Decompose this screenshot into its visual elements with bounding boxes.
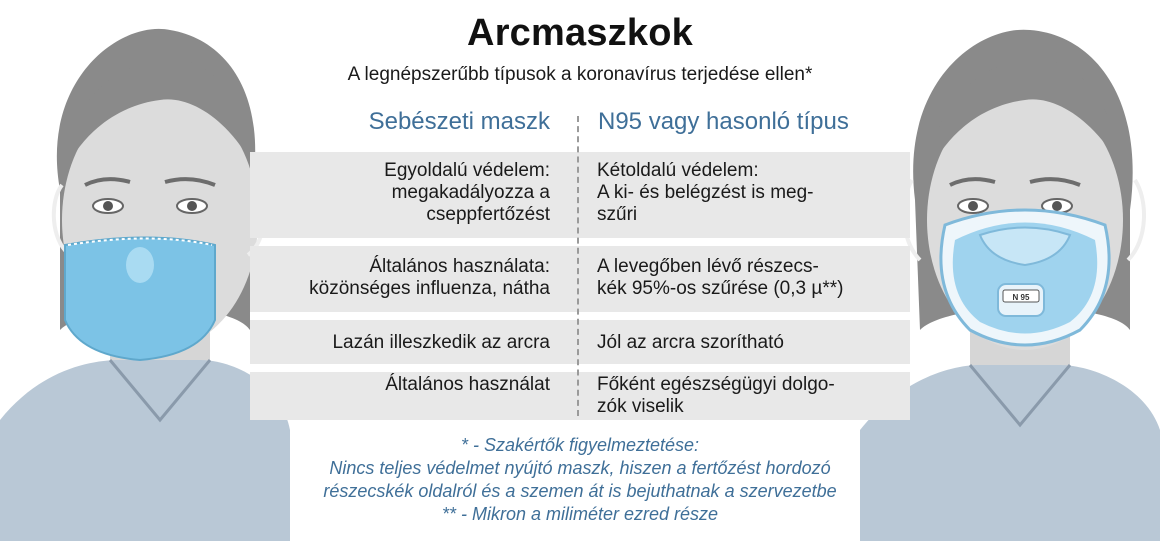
row-4-n95 [597, 374, 897, 418]
page-title: Arcmaszkok [467, 12, 693, 54]
footnote-line: Nincs teljes védelmet nyújtó maszk, hiszen a fertőzést hordozó [329, 458, 831, 478]
row-3-n95 [597, 332, 897, 354]
column-title-surgical: Sebészeti maszk [368, 108, 550, 135]
column-divider [577, 116, 579, 416]
cell-line: zók viselik [597, 396, 684, 417]
footnote-line: részecskék oldalról és a szemen át is bejuthatnak a szervezetbe [323, 481, 837, 501]
mask-label: N 95 [1012, 293, 1030, 302]
cell-line: Általános használata: [369, 256, 550, 277]
footnote-line: ** - Mikron a miliméter ezred része [441, 504, 719, 524]
cell-line: Jól az arcra szorítható [597, 332, 784, 353]
cell-line: szűri [597, 204, 638, 225]
cell-line: Egyoldalú védelem: [384, 160, 550, 181]
row-4-surgical [250, 374, 550, 396]
row-1-surgical [250, 160, 550, 226]
cell-line: Lazán illeszkedik az arcra [332, 332, 550, 353]
page-subtitle: A legnépszerűbb típusok a koronavírus terjedése ellen* [347, 64, 813, 85]
footnotes [0, 434, 1160, 526]
row-1-n95 [597, 160, 897, 226]
cell-line: Főként egészségügyi dolgo- [597, 374, 835, 395]
cell-line: A levegőben lévő részecs- [597, 256, 819, 277]
row-2-surgical [250, 256, 550, 300]
cell-line: Kétoldalú védelem: [597, 160, 759, 181]
cell-line: közönséges influenza, nátha [309, 278, 550, 299]
footnote-line: * - Szakértők figyelmeztetése: [460, 435, 700, 455]
cell-line: kék 95%-os szűrése (0,3 µ**) [597, 278, 844, 299]
row-2-n95 [597, 256, 897, 300]
row-3-surgical [250, 332, 550, 354]
cell-line: megakadályozza a [391, 182, 550, 203]
cell-line: cseppfertőzést [426, 204, 550, 225]
cell-line: Általános használat [385, 374, 550, 395]
cell-line: A ki- és belégzést is meg- [597, 182, 814, 203]
column-title-n95: N95 vagy hasonló típus [598, 108, 849, 135]
